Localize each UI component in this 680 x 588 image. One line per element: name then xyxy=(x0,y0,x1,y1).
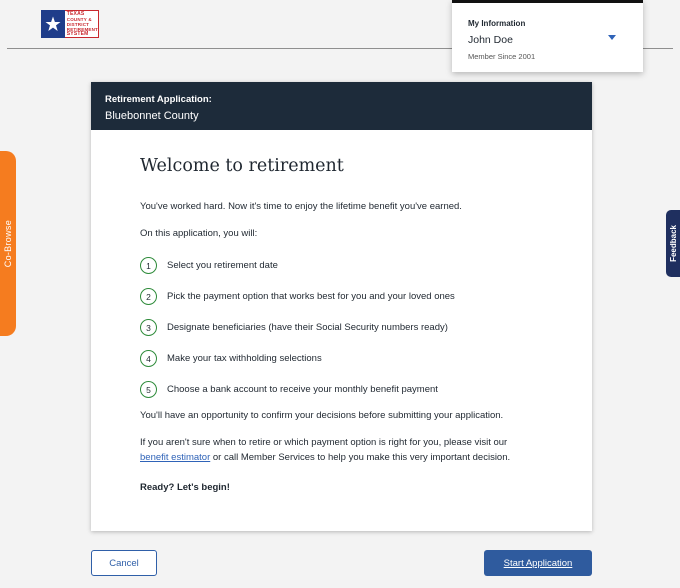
tcdrs-logo[interactable] xyxy=(41,10,99,38)
step-number: 2 xyxy=(140,288,157,305)
step-text: Pick the payment option that works best for you and your loved ones xyxy=(167,291,455,302)
step-item xyxy=(140,288,455,305)
step-number: 1 xyxy=(140,257,157,274)
step-item xyxy=(140,381,438,398)
list-intro: On this application, you will: xyxy=(140,228,258,239)
step-item xyxy=(140,257,278,274)
logo-line-3: DISTRICT xyxy=(66,21,90,27)
welcome-heading: Welcome to retirement xyxy=(140,156,344,176)
step-number: 4 xyxy=(140,350,157,367)
member-since: Member Since 2001 xyxy=(468,52,536,61)
logo-line-5: SYSTEM xyxy=(66,30,89,37)
benefit-estimator-link[interactable]: benefit estimator xyxy=(140,452,211,463)
start-application-button[interactable]: Start Application xyxy=(484,550,592,576)
step-item xyxy=(140,350,322,367)
co-browse-label: Co-Browse xyxy=(3,219,13,268)
ready-text: Ready? Let's begin! xyxy=(140,482,230,493)
application-title: Retirement Application: xyxy=(105,94,212,105)
step-text: Make your tax withholding selections xyxy=(167,353,322,364)
my-information-dropdown[interactable] xyxy=(452,0,643,72)
step-text: Select you retirement date xyxy=(167,260,278,271)
logo-wordmark xyxy=(65,10,99,38)
card-header xyxy=(91,82,592,130)
cancel-button[interactable]: Cancel xyxy=(91,550,157,576)
help-text-line1: If you aren't sure when to retire or which payment option is right for you, please visit our xyxy=(140,437,508,448)
feedback-label: Feedback xyxy=(668,225,678,262)
step-text: Designate beneficiaries (have their Social Security numbers ready) xyxy=(167,322,448,333)
my-information-title: My Information xyxy=(468,19,526,28)
logo-line-1: TEXAS xyxy=(66,10,85,17)
step-number: 5 xyxy=(140,381,157,398)
help-paragraph xyxy=(140,435,540,465)
star-icon xyxy=(41,10,65,38)
step-text: Choose a bank account to receive your monthly benefit payment xyxy=(167,384,438,395)
county-name: Bluebonnet County xyxy=(105,110,199,122)
intro-text: You've worked hard. Now it's time to enjoy the lifetime benefit you've earned. xyxy=(140,201,462,212)
step-number: 3 xyxy=(140,319,157,336)
retirement-application-card xyxy=(91,82,592,531)
logo-line-4: RETIREMENT xyxy=(66,26,98,32)
member-name: John Doe xyxy=(468,34,513,46)
confirm-note: You'll have an opportunity to confirm your decisions before submitting your application. xyxy=(140,410,504,421)
co-browse-tab[interactable] xyxy=(0,151,16,336)
help-text-line2: or call Member Services to help you make this very important decision. xyxy=(210,452,511,463)
logo-line-2: COUNTY & xyxy=(66,16,92,22)
caret-down-icon[interactable] xyxy=(608,35,616,40)
step-item xyxy=(140,319,448,336)
feedback-tab[interactable] xyxy=(666,210,680,277)
